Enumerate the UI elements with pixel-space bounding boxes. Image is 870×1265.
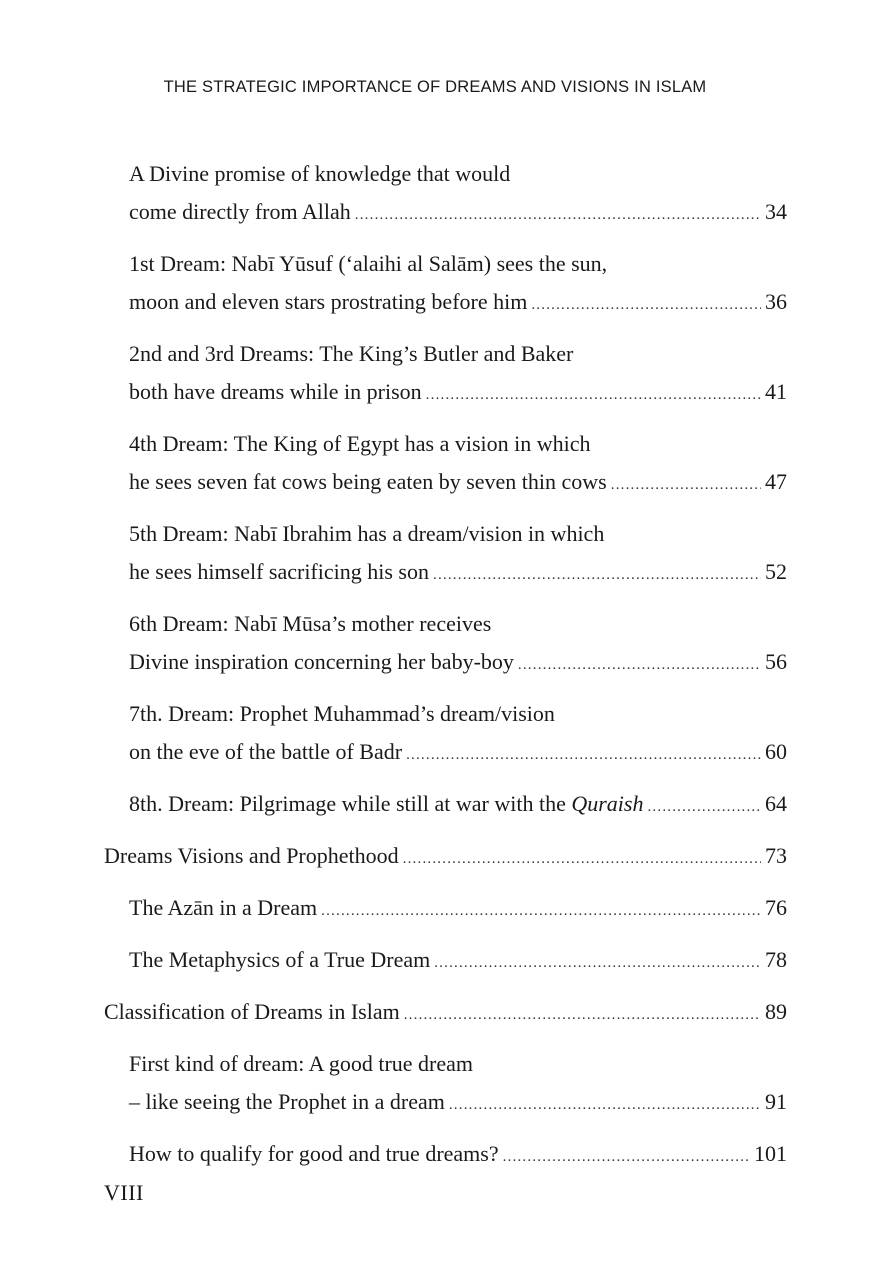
- toc-page-number: 52: [765, 559, 787, 584]
- toc-entry-leader-line: [129, 373, 787, 414]
- toc-entry-title-line: 2nd and 3rd Dreams: The King’s Butler and Baker: [129, 341, 574, 366]
- toc-entry[interactable]: [0, 155, 870, 234]
- toc-entry-leader-line: [129, 889, 787, 930]
- toc-entry-title: [129, 463, 607, 501]
- toc-entry-title-line: 5th Dream: Nabī Ibrahim has a dream/vision in which: [129, 521, 605, 546]
- toc-entry-title: [129, 553, 429, 591]
- toc-page-number: 47: [765, 469, 787, 494]
- toc-entry-title-line: First kind of dream: A good true dream: [129, 1051, 473, 1076]
- toc-entry[interactable]: [0, 425, 870, 504]
- toc-entry-title: [129, 283, 527, 321]
- toc-entry-leader-line: [129, 785, 787, 826]
- dot-leader: [426, 376, 761, 414]
- toc-page-number: 56: [765, 649, 787, 674]
- toc-entry-leader-line: [129, 733, 787, 774]
- page-number: VIII: [104, 1180, 144, 1205]
- toc-entry-title-text: both have dreams while in prison: [129, 379, 422, 404]
- toc-entry-title-text: Divine inspiration concerning her baby-boy: [129, 649, 514, 674]
- toc-entry-title: [129, 1135, 499, 1173]
- toc-entry-title-text: he sees seven fat cows being eaten by seven thin cows: [129, 469, 607, 494]
- table-of-contents: [0, 155, 870, 1187]
- toc-entry-title-italic: Quraish: [571, 791, 644, 816]
- toc-entry-leader-line: [129, 1083, 787, 1124]
- dot-leader: [518, 646, 761, 684]
- toc-entry[interactable]: [0, 993, 870, 1034]
- toc-page-number: 41: [765, 379, 787, 404]
- toc-entry-title-text: The Azān in a Dream: [129, 895, 318, 920]
- toc-page-number: 89: [765, 999, 787, 1024]
- toc-entry[interactable]: [0, 1135, 870, 1176]
- dot-leader: [531, 286, 761, 324]
- toc-entry-title-text: The Metaphysics of a True Dream: [129, 947, 431, 972]
- toc-entry-title-text: Classification of Dreams in Islam: [104, 999, 400, 1024]
- running-head: THE STRATEGIC IMPORTANCE OF DREAMS AND VISIONS IN ISLAM: [163, 78, 707, 96]
- toc-entry-title-text: he sees himself sacrificing his son: [129, 559, 429, 584]
- dot-leader: [404, 996, 761, 1034]
- toc-entry-title-line: 4th Dream: The King of Egypt has a vision in which: [129, 431, 591, 456]
- dot-leader: [355, 196, 761, 234]
- toc-entry[interactable]: [0, 515, 870, 594]
- toc-page-number: 36: [765, 289, 787, 314]
- toc-entry[interactable]: [0, 941, 870, 982]
- toc-entry-leader-line: [129, 553, 787, 594]
- toc-entry-title: [104, 837, 399, 875]
- toc-page-number: 91: [765, 1089, 787, 1114]
- toc-entry[interactable]: [0, 245, 870, 324]
- toc-entry[interactable]: [0, 335, 870, 414]
- toc-entry-title: [129, 373, 422, 411]
- toc-page-number: 101: [754, 1141, 787, 1166]
- toc-entry-title-text: How to qualify for good and true dreams?: [129, 1141, 499, 1166]
- toc-entry-title-text: on the eve of the battle of Badr: [129, 739, 403, 764]
- toc-entry-title: [129, 643, 514, 681]
- toc-entry-title: [129, 733, 402, 771]
- toc-entry[interactable]: [0, 695, 870, 774]
- toc-entry-title-text: Dreams Visions and Prophethood: [104, 843, 399, 868]
- toc-entry-title-text: – like seeing the Prophet in a dream: [129, 1089, 445, 1114]
- toc-page-number: 64: [765, 791, 787, 816]
- toc-page-number: 34: [765, 199, 787, 224]
- toc-entry[interactable]: [0, 785, 870, 826]
- dot-leader: [321, 892, 761, 930]
- toc-entry-title: [129, 889, 317, 927]
- toc-entry-title: [129, 941, 430, 979]
- dot-leader: [406, 736, 761, 774]
- dot-leader: [434, 944, 761, 982]
- toc-entry[interactable]: [0, 605, 870, 684]
- toc-entry-title: [129, 785, 643, 823]
- toc-entry-title: [129, 193, 351, 231]
- toc-page-number: 76: [765, 895, 787, 920]
- toc-page-number: 60: [765, 739, 787, 764]
- toc-entry[interactable]: [0, 837, 870, 878]
- toc-entry-title-text: moon and eleven stars prostrating before him: [129, 289, 528, 314]
- toc-entry-leader-line: [104, 837, 787, 878]
- toc-entry-title-line: 6th Dream: Nabī Mūsa’s mother receives: [129, 611, 492, 636]
- toc-entry-leader-line: [129, 463, 787, 504]
- toc-entry[interactable]: [0, 889, 870, 930]
- dot-leader: [611, 466, 761, 504]
- dot-leader: [449, 1086, 761, 1124]
- toc-entry-leader-line: [129, 1135, 787, 1176]
- toc-entry-title-line: 1st Dream: Nabī Yūsuf (‘alaihi al Salām) sees the sun,: [129, 251, 608, 276]
- dot-leader: [433, 556, 761, 594]
- toc-entry-leader-line: [104, 993, 787, 1034]
- toc-entry-title: [104, 993, 400, 1031]
- toc-entry-title-text: come directly from Allah: [129, 199, 351, 224]
- dot-leader: [403, 840, 761, 878]
- toc-entry-leader-line: [129, 283, 787, 324]
- toc-entry-title-text: 8th. Dream: Pilgrimage while still at war with the: [129, 791, 572, 816]
- toc-entry-title-line: 7th. Dream: Prophet Muhammad’s dream/vision: [129, 701, 555, 726]
- toc-entry[interactable]: [0, 1045, 870, 1124]
- toc-page-number: 73: [765, 843, 787, 868]
- toc-page-number: 78: [765, 947, 787, 972]
- toc-entry-leader-line: [129, 193, 787, 234]
- toc-entry-leader-line: [129, 643, 787, 684]
- toc-entry-title-line: A Divine promise of knowledge that would: [129, 161, 511, 186]
- toc-entry-title: [129, 1083, 445, 1121]
- toc-entry-leader-line: [129, 941, 787, 982]
- dot-leader: [503, 1138, 750, 1176]
- dot-leader: [647, 788, 761, 826]
